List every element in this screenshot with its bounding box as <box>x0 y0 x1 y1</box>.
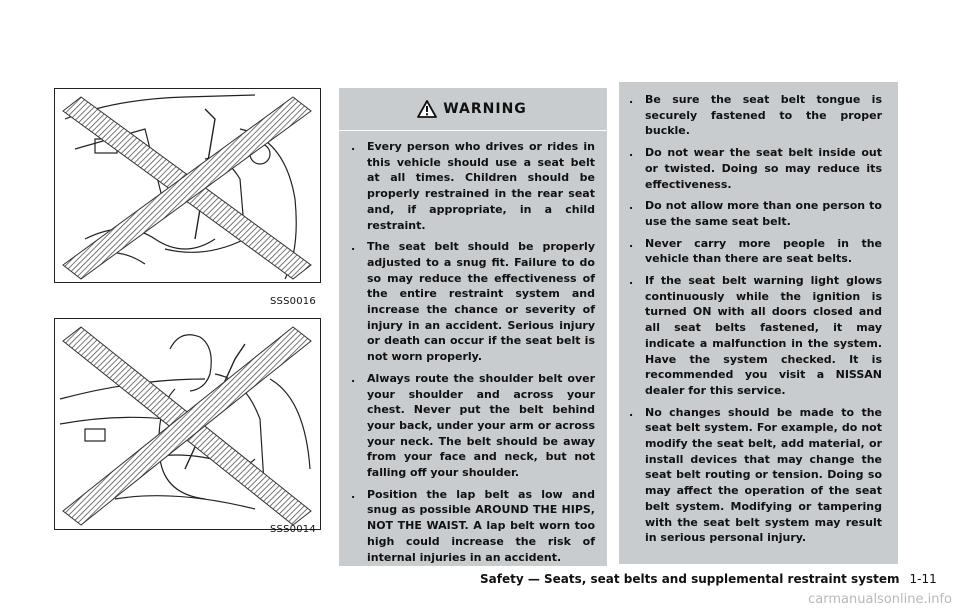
warning-list-left <box>349 139 595 565</box>
list-item: . Every person who drives or rides in this vehicle should use a seat belt at all times. Children should be properly restrained in the rear seat and, if appropriate, in a child restraint. <box>351 140 595 232</box>
watermark: carmanualsonline.info <box>808 592 952 607</box>
illustration-incorrect-seatbelt-1 <box>54 88 321 283</box>
list-item: . If the seat belt warning light glows continuously while the ignition is turned ON with all doors closed and all seat belts fastened, it may indicate a malfunction in the system. Have the system checked. It is recommended you visit a NISSAN dealer for this service. <box>629 274 882 397</box>
divider <box>339 130 607 131</box>
illustration-drawing <box>55 319 319 528</box>
warning-triangle-icon <box>417 100 437 118</box>
list-item: . Position the lap belt as low and snug as possible AROUND THE HIPS, NOT THE WAIST. A lap belt worn too high could increase the risk of internal injuries in an accident. <box>351 487 595 564</box>
list-item: . Be sure the seat belt tongue is securely fastened to the proper buckle. <box>629 93 882 138</box>
list-item: . No changes should be made to the seat belt system. For example, do not modify the seat belt, add material, or install devices that may change the seat belt routing or tension. Doing so may affect the operation of the seat belt system. Modifying or tampering with the seat belt system may result in serious personal injury. <box>629 405 882 545</box>
illustration-drawing <box>55 89 319 281</box>
page-number: 1-11 <box>909 572 937 586</box>
warning-panel-left <box>339 88 607 566</box>
list-item: . Do not wear the seat belt inside out or twisted. Doing so may reduce its effectiveness. <box>629 146 882 191</box>
list-item: . The seat belt should be properly adjusted to a snug fit. Failure to do so may reduce the effectiveness of the entire restraint system and increase the chance or severity of injury in an accident. Serious injury or death can occur if the seat belt is not worn properly. <box>351 240 595 364</box>
list-item: . Always route the shoulder belt over your shoulder and across your chest. Never put the belt behind your back, under your arm or across your neck. The belt should be away from your face and neck, but not falling off your shoulder. <box>351 371 595 480</box>
figure-caption: SSS0016 <box>270 296 316 307</box>
warning-heading <box>349 92 595 126</box>
list-item: . Do not allow more than one person to use the same seat belt. <box>629 199 882 228</box>
figure-caption: SSS0014 <box>270 524 316 535</box>
warning-title: WARNING <box>443 101 527 117</box>
warning-list-right <box>627 92 882 546</box>
section-title: Safety — Seats, seat belts and supplemental restraint system <box>480 572 900 586</box>
warning-panel-right <box>619 82 898 564</box>
illustration-incorrect-seatbelt-2 <box>54 318 321 530</box>
list-item: . Never carry more people in the vehicle than there are seat belts. <box>629 236 882 266</box>
page-footer <box>480 572 937 586</box>
